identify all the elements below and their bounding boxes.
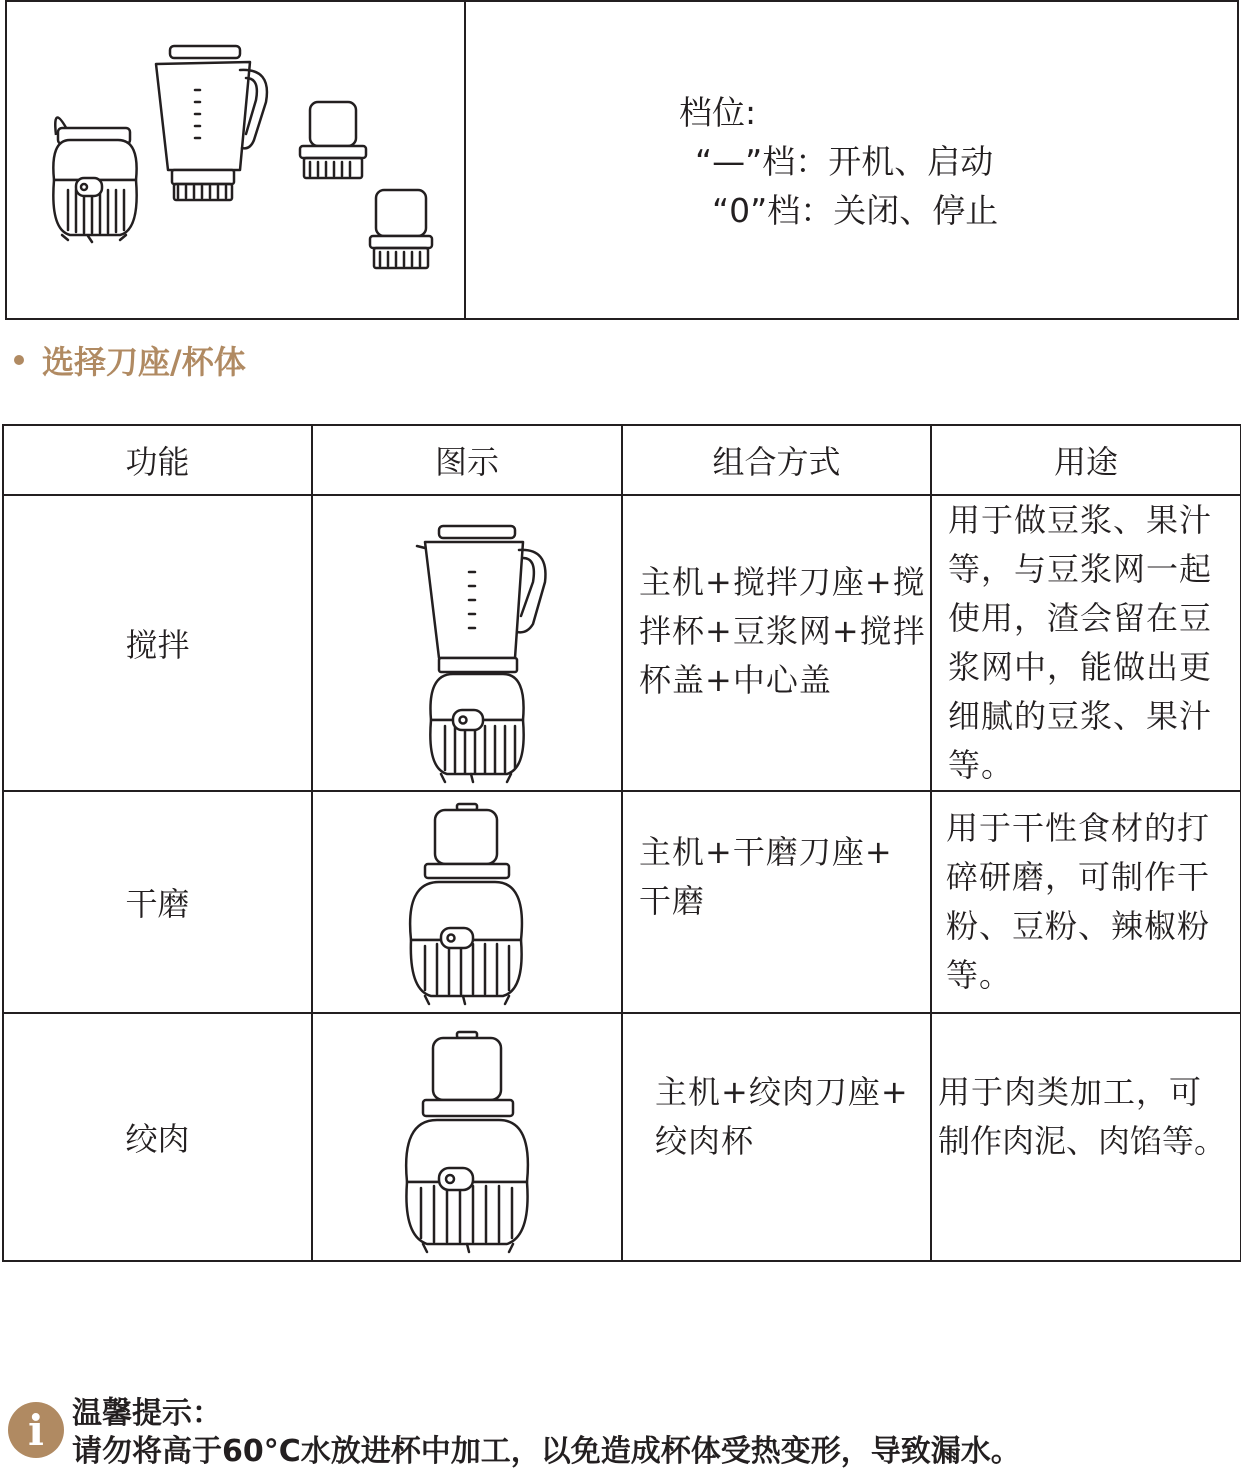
- function-cell: [3, 1013, 312, 1261]
- gear-on-line: “—”档：开机、启动: [695, 142, 994, 181]
- usage-line: 等。: [946, 956, 1013, 994]
- combination-line: 拌杯+豆浆网+搅拌: [639, 611, 926, 650]
- combination-line: 绞肉杯: [655, 1122, 755, 1160]
- illustration-cell: [312, 495, 622, 791]
- usage-cell: [931, 495, 1241, 791]
- function-label: 绞肉: [125, 1120, 190, 1158]
- table-row: [3, 791, 1241, 1013]
- notice-title: 温馨提示：: [72, 1396, 222, 1431]
- mincer-cup-icon: [370, 190, 432, 268]
- usage-line: 制作肉泥、肉馅等。: [938, 1122, 1227, 1160]
- table-row: [3, 1013, 1241, 1261]
- section-title: 选择刀座/杯体: [42, 343, 246, 381]
- header-function: 功能: [3, 425, 312, 495]
- usage-cell: [931, 791, 1241, 1013]
- combination-line: 主机+绞肉刀座+: [655, 1073, 909, 1111]
- illustration-cell: [312, 791, 622, 1013]
- usage-cell: [931, 1013, 1241, 1261]
- combination-line: 杯盖+中心盖: [639, 660, 832, 699]
- notice-body: 请勿将高于60°C水放进杯中加工，以免造成杯体受热变形，导致漏水。: [72, 1434, 1021, 1469]
- table-row: [3, 495, 1241, 791]
- usage-line: 等，与豆浆网一起: [948, 550, 1213, 588]
- usage-line: 碎研磨，可制作干: [946, 858, 1211, 896]
- header-usage: 用途: [931, 425, 1241, 495]
- illustration-cell: [312, 1013, 622, 1261]
- bullet-icon: [14, 355, 24, 365]
- usage-line: 细腻的豆浆、果汁: [948, 697, 1213, 735]
- function-label: 干磨: [125, 885, 190, 923]
- parts-illustration: [40, 40, 440, 280]
- section-heading: [14, 337, 246, 383]
- function-label: 搅拌: [125, 626, 190, 664]
- info-icon: i: [8, 1402, 64, 1458]
- header-combination: 组合方式: [622, 425, 931, 495]
- usage-line: 使用，渣会留在豆: [948, 599, 1213, 637]
- blender-jug-icon: [156, 46, 267, 200]
- motor-base-icon: [53, 118, 136, 243]
- table-header-row: [3, 425, 1241, 495]
- grinder-cup-icon: [300, 102, 366, 178]
- usage-line: 用于干性食材的打: [946, 809, 1211, 847]
- combination-cell: [622, 495, 931, 791]
- combination-line: 干磨: [639, 882, 706, 920]
- function-cell: [3, 791, 312, 1013]
- usage-line: 粉、豆粉、辣椒粉: [946, 907, 1211, 945]
- dry-grinder-assembly-icon: [313, 794, 619, 1010]
- blender-assembly-icon: [313, 498, 619, 788]
- combination-cell: [622, 1013, 931, 1261]
- combination-cell: [622, 791, 931, 1013]
- gear-off-line: “0”档：关闭、停止: [712, 191, 999, 230]
- usage-line: 用于做豆浆、果汁: [948, 501, 1213, 539]
- function-table: [2, 424, 1241, 1262]
- combination-line: 主机+干磨刀座+: [639, 833, 893, 871]
- gear-title: 档位:: [679, 93, 757, 132]
- usage-line: 浆网中，能做出更: [948, 648, 1213, 686]
- mincer-assembly-icon: [313, 1016, 619, 1258]
- usage-line: 等。: [948, 746, 1015, 784]
- gear-info-divider: [464, 0, 466, 320]
- combination-line: 主机+搅拌刀座+搅: [639, 562, 926, 601]
- header-illustration: 图示: [312, 425, 622, 495]
- usage-line: 用于肉类加工，可: [938, 1073, 1203, 1111]
- function-cell: [3, 495, 312, 791]
